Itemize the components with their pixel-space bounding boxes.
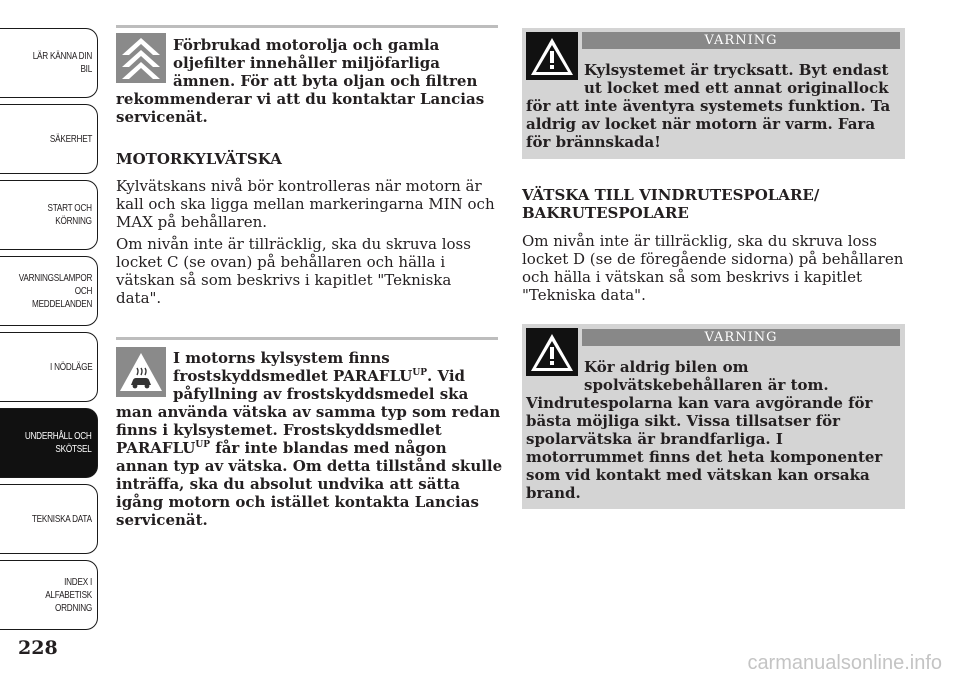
section-heading-washer-line2: BAKRUTESPOLARE bbox=[522, 204, 689, 222]
page-number: 228 bbox=[18, 637, 58, 659]
section-heading-coolant: MOTORKYLVÄTSKA bbox=[116, 150, 282, 168]
warning-triangle-icon bbox=[526, 328, 578, 376]
note1-line3: ämnen. För att byta oljan och filtren bbox=[173, 72, 478, 90]
warning1-line5: för brännskada! bbox=[526, 133, 661, 151]
warning1-line3: för att inte äventyra systemets funktion. Ta bbox=[526, 97, 891, 115]
warning2-line8: brand. bbox=[526, 484, 581, 502]
coolant-para2-line4: data". bbox=[116, 289, 162, 307]
note1-line2: oljefilter innehåller miljöfarliga bbox=[173, 54, 440, 72]
note2-line8: inträffa, ska du absolut undvika att sätta bbox=[116, 475, 461, 493]
coolant-para1-line1: Kylvätskans nivå bör kontrolleras när motorn är bbox=[116, 177, 482, 195]
environment-note-icon bbox=[116, 33, 166, 83]
tab-index[interactable]: INDEX I ALFABETISK ORDNING bbox=[0, 560, 98, 630]
tab-varningslampor[interactable]: VARNINGSLAMPOR OCH MEDDELANDEN bbox=[0, 256, 98, 326]
warning2-line6: motorrummet finns det heta komponenter bbox=[526, 448, 883, 466]
warning1-line4: aldrig av locket när motorn är varm. Fara bbox=[526, 115, 876, 133]
warning1-line2: ut locket med ett annat originallock bbox=[584, 79, 889, 97]
note1-line5: servicenät. bbox=[116, 108, 208, 126]
warning2-line2: spolvätskebehållaren är tom. bbox=[584, 376, 829, 394]
coolant-para1-line3: MAX på behållaren. bbox=[116, 213, 268, 231]
note2-line9: igång motorn och istället kontakta Lancias bbox=[116, 493, 479, 511]
tab-lar-kanna-din-bil[interactable]: LÄR KÄNNA DIN BIL bbox=[0, 28, 98, 98]
tab-sakerhet[interactable]: SÄKERHET bbox=[0, 104, 98, 174]
note2-line5: finns i kylsystemet. Frostskyddsmedlet bbox=[116, 421, 442, 439]
note2-line2: frostskyddsmedlet $PARAFLU^{UP}$. Vid bbox=[173, 367, 466, 385]
tab-underhall-och-skotsel[interactable]: UNDERHÅLL OCH SKÖTSEL bbox=[0, 408, 98, 478]
warning2-line7: som vid kontakt med vätskan kan orsaka bbox=[526, 466, 870, 484]
section-heading-washer-line1: VÄTSKA TILL VINDRUTESPOLARE/ bbox=[522, 186, 820, 204]
note2-line3: påfyllning av frostskyddsmedel ska bbox=[173, 385, 469, 403]
watermark: carmanualsonline.info bbox=[747, 652, 942, 674]
note2-line10: servicenät. bbox=[116, 511, 208, 529]
note1-line1: Förbrukad motorolja och gamla bbox=[173, 36, 440, 54]
washer-para-line3: och hälla i vätskan så som beskrivs i kapitlet bbox=[522, 268, 862, 286]
washer-para-line2: locket D (se de föregående sidorna) på behållaren bbox=[522, 250, 904, 268]
coolant-para2-line1: Om nivån inte är tillräcklig, ska du skruva loss bbox=[116, 235, 471, 253]
warning2-line3: Vindrutespolarna kan vara avgörande för bbox=[526, 394, 873, 412]
coolant-para1-line2: kall och ska ligga mellan markeringarna MIN och bbox=[116, 195, 495, 213]
warning-title: VARNING bbox=[582, 329, 900, 346]
warning2-line1: Kör aldrig bilen om bbox=[584, 358, 749, 376]
note2-line4: man använda vätska av samma typ som redan bbox=[116, 403, 501, 421]
warning-triangle-icon bbox=[526, 32, 578, 80]
caution-car-icon bbox=[116, 347, 166, 397]
note2-line6: $PARAFLU^{UP}$ får inte blandas med någon bbox=[116, 439, 447, 457]
divider bbox=[116, 337, 498, 340]
tab-tekniska-data[interactable]: TEKNISKA DATA bbox=[0, 484, 98, 554]
note2-line1: I motorns kylsystem finns bbox=[173, 349, 390, 367]
warning2-line4: bästa möjliga sikt. Vissa tillsatser för bbox=[526, 412, 841, 430]
note1-line4: rekommenderar vi att du kontaktar Lancias bbox=[116, 90, 485, 108]
note2-line7: annan typ av vätska. Om detta tillstånd skulle bbox=[116, 457, 503, 475]
warning2-line5: spolarvätska är brandfarliga. I bbox=[526, 430, 783, 448]
divider bbox=[116, 25, 498, 28]
tab-start-och-korning[interactable]: START OCH KÖRNING bbox=[0, 180, 98, 250]
warning-title: VARNING bbox=[582, 32, 900, 49]
coolant-para2-line2: locket C (se ovan) på behållaren och hälla i bbox=[116, 253, 446, 271]
washer-para-line4: "Tekniska data". bbox=[522, 286, 646, 304]
washer-para-line1: Om nivån inte är tillräcklig, ska du skruva loss bbox=[522, 232, 877, 250]
coolant-para2-line3: vätskan så som beskrivs i kapitlet "Tekniska bbox=[116, 271, 452, 289]
tab-i-nodlage[interactable]: I NÖDLÄGE bbox=[0, 332, 98, 402]
warning1-line1: Kylsystemet är trycksatt. Byt endast bbox=[584, 61, 889, 79]
